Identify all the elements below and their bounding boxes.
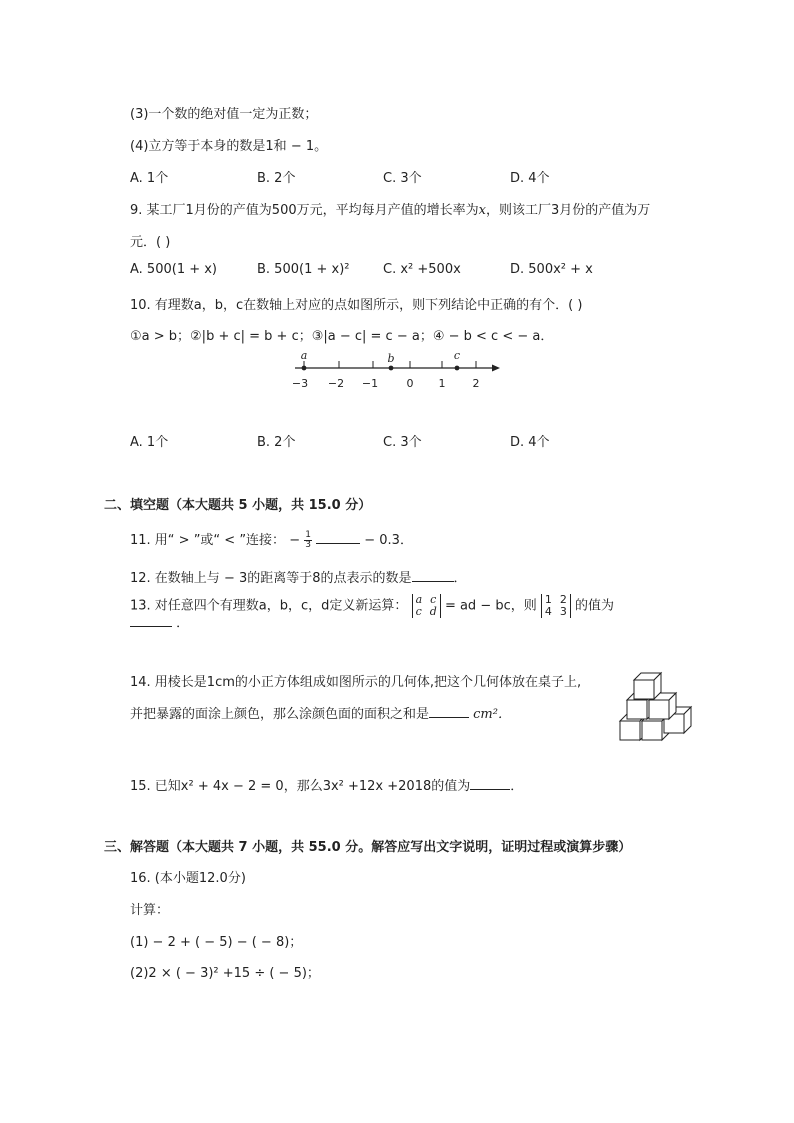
answer-blank[interactable] (130, 614, 172, 627)
q13-answer-line: ． (130, 612, 189, 631)
cube-stack-figure (615, 666, 695, 744)
answer-blank[interactable] (429, 705, 469, 718)
q11: 11. 用“ > ”或“ < ”连接： − $\frac{1}{3}$ − 0.3． (130, 530, 413, 550)
q10-option-d[interactable]: D. 4个 (510, 435, 550, 450)
q8-option-b[interactable]: B. 2个 (257, 171, 296, 186)
q9-option-a[interactable]: A. 500(1 + x) (130, 262, 218, 277)
q10-stem: 10. 有理数a，b，c在数轴上对应的点如图所示，则下列结论中正确的有个．( ) (130, 298, 583, 313)
q16-part1: (1) − 2 + ( − 5) − ( − 8)； (130, 935, 303, 950)
point-label-a: a (300, 349, 308, 362)
q8-option-c[interactable]: C. 3个 (383, 171, 422, 186)
q15: 15. 已知x² + 4x − 2 = 0，那么3x² +12x +2018的值为 ． (130, 779, 524, 794)
tick-label: 0 (406, 377, 414, 390)
tick-label: −2 (327, 377, 345, 390)
determinant-abcd: a c c d (412, 594, 441, 618)
q14-line2: 并把暴露的面涂上颜色，那么涂颜色面的面积之和是 cm²． (130, 707, 511, 722)
number-line-figure (285, 348, 510, 393)
statement-4: (4)立方等于本身的数是1和 − 1。 (130, 139, 328, 154)
answer-blank[interactable] (412, 569, 454, 582)
fraction: $\frac{1}{3}$ (305, 530, 311, 550)
tick-label: 2 (472, 377, 480, 390)
section-2-heading: 二、填空题（本大题共 5 小题，共 15.0 分） (104, 498, 372, 513)
q9-stem-line1: 9. 某工厂1月份的产值为500万元，平均每月产值的增长率为x，则该工厂3月份的产值为万 (130, 203, 651, 218)
q9-option-d[interactable]: D. 500x² + x (510, 262, 593, 277)
q8-option-d[interactable]: D. 4个 (510, 171, 550, 186)
point-a (302, 366, 307, 371)
q9-stem-line2: 元．( ) (130, 235, 171, 250)
q9-option-c[interactable]: C. x² +500x (383, 262, 461, 277)
q16-part2: (2)2 × ( − 3)² +15 ÷ ( − 5)； (130, 966, 320, 981)
answer-blank[interactable] (470, 777, 510, 790)
q12: 12. 在数轴上与 − 3的距离等于8的点表示的数是 ． (130, 571, 467, 586)
point-b (389, 366, 394, 371)
point-label-c: c (453, 349, 461, 362)
tick-label: −3 (291, 377, 309, 390)
statement-3: (3)一个数的绝对值一定为正数； (130, 107, 318, 122)
q9-option-b[interactable]: B. 500(1 + x)² (257, 262, 350, 277)
q10-option-b[interactable]: B. 2个 (257, 435, 296, 450)
q13: 13. 对任意四个有理数a，b，c，d定义新运算： a c c d = ad − bc，则 1 2 4 3 的值为 (130, 593, 615, 618)
q10-conditions: ①a > b；②|b + c| = b + c；③|a − c| = c − a；④ − b < c < − a． (130, 329, 554, 344)
answer-blank[interactable] (316, 531, 360, 544)
q14-line1: 14. 用棱长是1cm的小正方体组成如图所示的几何体,把这个几何体放在桌子上, (130, 675, 582, 690)
q10-option-a[interactable]: A. 1个 (130, 435, 169, 450)
tick-label: 1 (438, 377, 446, 390)
q10-option-c[interactable]: C. 3个 (383, 435, 422, 450)
q8-option-a[interactable]: A. 1个 (130, 171, 169, 186)
determinant-1243: 1 2 4 3 (541, 594, 571, 618)
q16-intro: 计算： (130, 903, 170, 918)
q16-header: 16. (本小题12.0分) (130, 871, 246, 886)
section-3-heading: 三、解答题（本大题共 7 小题，共 55.0 分。解答应写出文字说明，证明过程或演算步骤） (104, 840, 632, 855)
point-c (455, 366, 460, 371)
point-label-b: b (387, 352, 395, 365)
tick-label: −1 (361, 377, 379, 390)
